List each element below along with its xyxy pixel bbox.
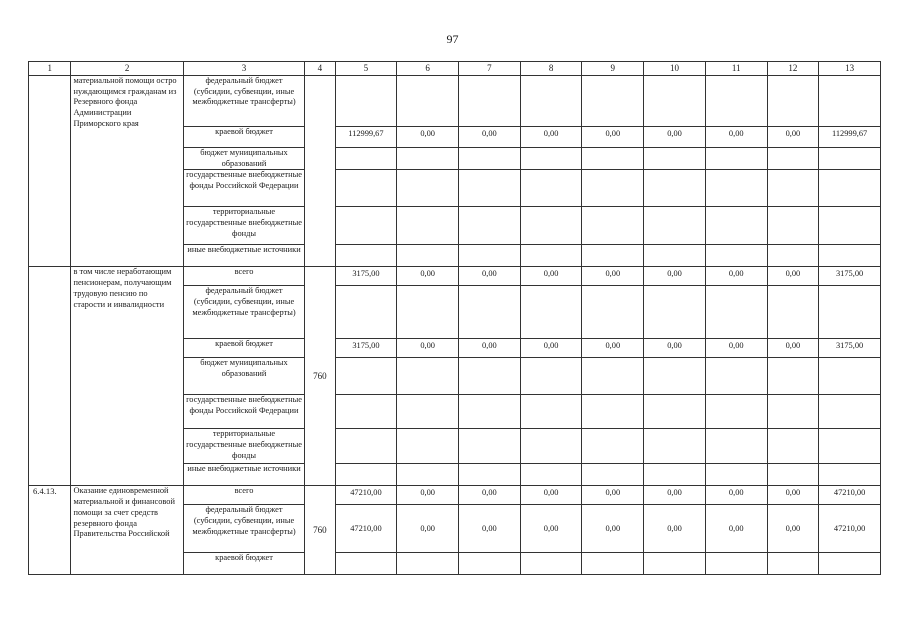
value-cell (459, 553, 521, 575)
value-cell (397, 429, 459, 464)
value-cell (767, 207, 819, 245)
value-cell (644, 553, 706, 575)
value-cell (520, 464, 582, 486)
value-cell (644, 148, 706, 170)
value-cell (335, 170, 397, 207)
funding-source: иные внебюджетные источники (183, 464, 304, 486)
value-cell (819, 207, 881, 245)
value-cell: 0,00 (705, 486, 767, 505)
column-header: 11 (705, 62, 767, 76)
value-cell: 0,00 (459, 486, 521, 505)
value-cell (819, 148, 881, 170)
value-cell (819, 76, 881, 127)
value-cell (520, 286, 582, 339)
value-cell (705, 464, 767, 486)
value-cell (459, 358, 521, 395)
value-cell (397, 170, 459, 207)
value-cell (644, 429, 706, 464)
value-cell: 0,00 (767, 127, 819, 148)
item-code: 6.4.13. (29, 486, 71, 575)
value-cell (520, 76, 582, 127)
value-cell (819, 395, 881, 429)
value-cell (705, 358, 767, 395)
value-cell: 0,00 (459, 127, 521, 148)
value-cell (397, 358, 459, 395)
value-cell (459, 76, 521, 127)
value-cell: 0,00 (520, 486, 582, 505)
value-cell (335, 207, 397, 245)
value-cell (335, 286, 397, 339)
item-description: Оказание единовременной материальной и финансовой помощи за счет средств резервного фонда Правительства Российской (71, 486, 183, 575)
value-cell (644, 358, 706, 395)
value-cell (459, 395, 521, 429)
value-cell (644, 245, 706, 267)
value-cell (335, 245, 397, 267)
column-header: 3 (183, 62, 304, 76)
value-cell (819, 464, 881, 486)
value-cell: 0,00 (520, 127, 582, 148)
value-cell (705, 429, 767, 464)
value-cell (767, 148, 819, 170)
funding-source: федеральный бюджет (субсидии, субвенции, иные межбюджетные трансферты) (183, 76, 304, 127)
value-cell: 3175,00 (819, 267, 881, 286)
value-cell (335, 148, 397, 170)
funding-source: федеральный бюджет (субсидии, субвенции, иные межбюджетные трансферты) (183, 286, 304, 339)
value-cell (582, 464, 644, 486)
item-code (29, 267, 71, 486)
column-header: 4 (305, 62, 335, 76)
value-cell (582, 286, 644, 339)
value-cell (335, 464, 397, 486)
budget-table (28, 61, 881, 575)
value-cell (582, 170, 644, 207)
value-cell: 0,00 (767, 267, 819, 286)
column-header: 13 (819, 62, 881, 76)
value-cell (705, 207, 767, 245)
value-cell (767, 76, 819, 127)
value-cell (644, 464, 706, 486)
column-header: 7 (459, 62, 521, 76)
value-cell (459, 207, 521, 245)
value-cell (705, 286, 767, 339)
value-cell (644, 395, 706, 429)
value-cell: 0,00 (767, 339, 819, 358)
value-cell (767, 358, 819, 395)
value-cell (767, 245, 819, 267)
table-row (29, 486, 881, 505)
value-cell (767, 553, 819, 575)
funding-source: всего (183, 486, 304, 505)
value-cell: 0,00 (520, 267, 582, 286)
value-cell (705, 76, 767, 127)
value-cell (582, 207, 644, 245)
value-cell (520, 358, 582, 395)
value-cell: 3175,00 (335, 267, 397, 286)
funding-source: государственные внебюджетные фонды Российской Федерации (183, 395, 304, 429)
value-cell: 0,00 (582, 127, 644, 148)
value-cell (705, 395, 767, 429)
value-cell (459, 170, 521, 207)
value-cell: 112999,67 (335, 127, 397, 148)
value-cell: 112999,67 (819, 127, 881, 148)
value-cell: 0,00 (397, 267, 459, 286)
header-row (29, 62, 881, 76)
value-cell (819, 429, 881, 464)
value-cell (767, 429, 819, 464)
value-cell: 0,00 (582, 267, 644, 286)
value-cell (459, 245, 521, 267)
value-cell: 0,00 (644, 339, 706, 358)
table-row (29, 76, 881, 127)
value-cell (335, 553, 397, 575)
value-cell: 0,00 (644, 505, 706, 553)
value-cell (644, 76, 706, 127)
value-cell (397, 286, 459, 339)
funding-source: государственные внебюджетные фонды Российской Федерации (183, 170, 304, 207)
value-cell (644, 170, 706, 207)
value-cell (520, 429, 582, 464)
value-cell: 0,00 (582, 486, 644, 505)
column-header: 1 (29, 62, 71, 76)
value-cell (335, 76, 397, 127)
value-cell: 0,00 (705, 505, 767, 553)
value-cell: 47210,00 (819, 505, 881, 553)
funding-source: краевой бюджет (183, 339, 304, 358)
value-cell (520, 553, 582, 575)
value-cell (335, 395, 397, 429)
value-cell: 0,00 (397, 339, 459, 358)
value-cell: 0,00 (705, 127, 767, 148)
value-cell: 0,00 (705, 267, 767, 286)
value-cell: 3175,00 (819, 339, 881, 358)
column-header: 6 (397, 62, 459, 76)
value-cell: 0,00 (767, 486, 819, 505)
value-cell (582, 395, 644, 429)
value-cell (767, 395, 819, 429)
value-cell (335, 429, 397, 464)
value-cell (767, 286, 819, 339)
value-cell (459, 286, 521, 339)
value-cell (819, 245, 881, 267)
code-cell (305, 76, 335, 267)
value-cell (520, 207, 582, 245)
page-number: 97 (446, 32, 459, 46)
value-cell (582, 358, 644, 395)
item-description: в том числе неработающим пенсионерам, получающим трудовую пенсию по старости и инвалидности (71, 267, 183, 486)
table-row (29, 267, 881, 286)
column-header: 8 (520, 62, 582, 76)
value-cell (582, 76, 644, 127)
value-cell (397, 76, 459, 127)
funding-source: иные внебюджетные источники (183, 245, 304, 267)
value-cell: 47210,00 (335, 505, 397, 553)
value-cell (819, 358, 881, 395)
value-cell (397, 148, 459, 170)
value-cell (335, 358, 397, 395)
value-cell: 47210,00 (335, 486, 397, 505)
value-cell (520, 245, 582, 267)
funding-source: краевой бюджет (183, 553, 304, 575)
value-cell (644, 286, 706, 339)
value-cell (819, 170, 881, 207)
value-cell (819, 553, 881, 575)
column-header: 9 (582, 62, 644, 76)
item-code (29, 76, 71, 267)
funding-source: краевой бюджет (183, 127, 304, 148)
column-header: 12 (767, 62, 819, 76)
value-cell (397, 395, 459, 429)
value-cell: 0,00 (397, 127, 459, 148)
value-cell: 0,00 (582, 505, 644, 553)
code-cell: 760 (305, 486, 335, 575)
value-cell (397, 245, 459, 267)
value-cell (397, 553, 459, 575)
value-cell (819, 286, 881, 339)
value-cell: 0,00 (397, 486, 459, 505)
value-cell (582, 148, 644, 170)
value-cell (582, 429, 644, 464)
value-cell (397, 464, 459, 486)
value-cell (582, 245, 644, 267)
funding-source: бюджет муниципальных образований (183, 148, 304, 170)
value-cell: 47210,00 (819, 486, 881, 505)
value-cell (459, 429, 521, 464)
value-cell (644, 207, 706, 245)
column-header: 5 (335, 62, 397, 76)
value-cell: 0,00 (644, 267, 706, 286)
value-cell (705, 245, 767, 267)
value-cell (459, 464, 521, 486)
value-cell (520, 170, 582, 207)
value-cell: 0,00 (582, 339, 644, 358)
value-cell: 0,00 (397, 505, 459, 553)
value-cell (767, 170, 819, 207)
value-cell: 0,00 (520, 505, 582, 553)
value-cell (397, 207, 459, 245)
value-cell (705, 170, 767, 207)
value-cell (520, 395, 582, 429)
funding-source: бюджет муниципальных образований (183, 358, 304, 395)
column-header: 10 (644, 62, 706, 76)
value-cell: 0,00 (767, 505, 819, 553)
value-cell (520, 148, 582, 170)
funding-source: территориальные государственные внебюджетные фонды (183, 207, 304, 245)
value-cell: 0,00 (459, 505, 521, 553)
code-cell: 760 (305, 267, 335, 486)
value-cell (705, 148, 767, 170)
value-cell: 0,00 (644, 486, 706, 505)
column-header: 2 (71, 62, 183, 76)
funding-source: всего (183, 267, 304, 286)
funding-source: территориальные государственные внебюджетные фонды (183, 429, 304, 464)
funding-source: федеральный бюджет (субсидии, субвенции, иные межбюджетные трансферты) (183, 505, 304, 553)
value-cell: 0,00 (705, 339, 767, 358)
value-cell: 0,00 (644, 127, 706, 148)
value-cell: 0,00 (520, 339, 582, 358)
value-cell (459, 148, 521, 170)
item-description: материальной помощи остро нуждающимся гражданам из Резервного фонда Администрации Приморского края (71, 76, 183, 267)
value-cell: 3175,00 (335, 339, 397, 358)
value-cell: 0,00 (459, 267, 521, 286)
value-cell (767, 464, 819, 486)
value-cell (705, 553, 767, 575)
value-cell: 0,00 (459, 339, 521, 358)
value-cell (582, 553, 644, 575)
